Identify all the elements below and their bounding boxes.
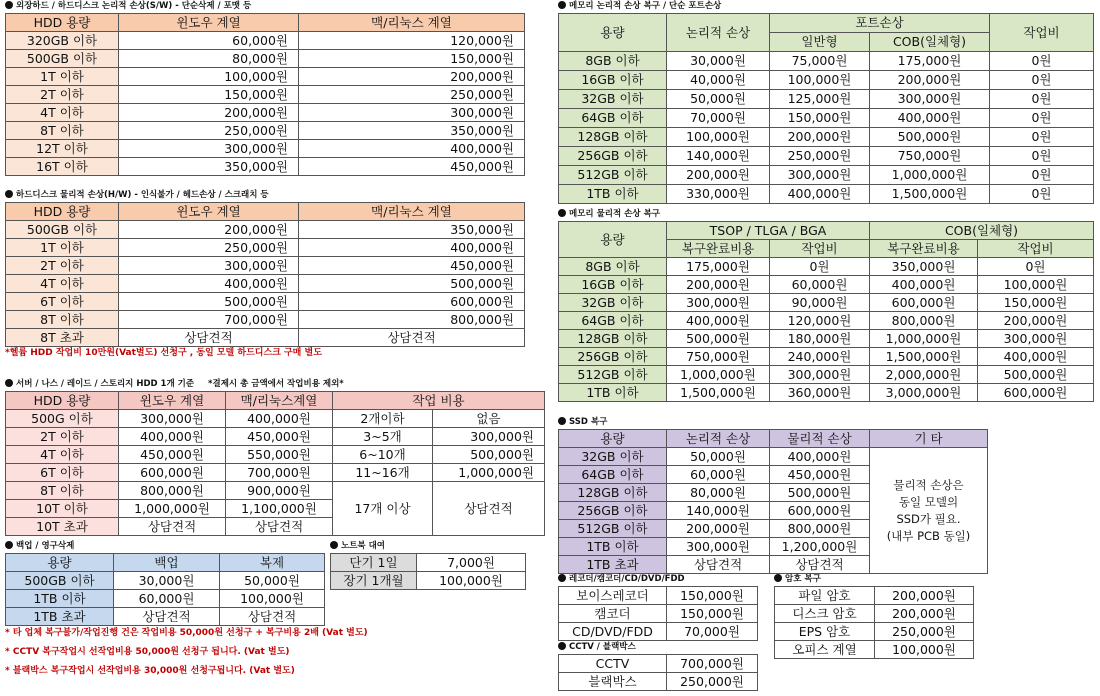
header-cell: COB(일체형): [870, 222, 1094, 240]
footnote: * 타 업체 복구불가/작업진행 건은 작업비용 50,000원 선청구 + 복구비용 2배 (Vat 별도): [5, 628, 368, 638]
table-row: 6T 이하 600,000원 700,000원 11~16개 1,000,000원: [6, 464, 545, 482]
section-title: 백업 / 영구삭제: [5, 540, 325, 553]
footnote: * 블랙박스 복구작업시 선작업비용 30,000원 선청구됩니다. (Vat 별도): [5, 666, 295, 676]
table-header: [6, 554, 325, 572]
bullet-icon: [558, 574, 566, 582]
section-title: CCTV / 블랙박스: [558, 641, 758, 654]
table-row: 단기 1일 7,000원: [331, 554, 526, 572]
bullet-icon: [5, 379, 13, 387]
memory-logical-section: [558, 0, 1094, 204]
header-cell: 맥/리눅스 계열: [299, 14, 525, 32]
encryption-table: [774, 586, 974, 659]
table-row: 캠코더 150,000원: [559, 605, 758, 623]
section-title: SSD 복구: [558, 416, 988, 429]
table-row: 1TB 이하 1,500,000원 360,000원 3,000,000원 600,000원: [559, 384, 1094, 402]
bullet-icon: [558, 1, 566, 9]
footnote: * CCTV 복구작업시 선작업비용 50,000원 선청구 됩니다. (Vat 별도): [5, 647, 290, 657]
table-row: 64GB 이하 60,000원 450,000원: [559, 466, 988, 484]
recorder-table: [558, 586, 758, 641]
header-cell: 논리적 손상: [667, 430, 770, 448]
bullet-icon: [774, 574, 782, 582]
cctv-section: [558, 641, 758, 691]
table-row: CD/DVD/FDD 70,000원: [559, 623, 758, 641]
table-row: 256GB 이하 140,000원 250,000원 750,000원 0원: [559, 147, 1094, 166]
section-title: 암호 복구: [774, 573, 974, 586]
table-row: 1TB 이하 300,000원 1,200,000원: [559, 538, 988, 556]
table-row: 1T 이하 100,000원 200,000원: [6, 68, 525, 86]
hdd-logical-table: [5, 13, 525, 176]
table-row: 10T 이하 1,000,000원 1,100,000원: [6, 500, 545, 518]
hdd-logical-section: [5, 0, 525, 176]
header-cell: 논리적 손상: [667, 14, 770, 52]
laptop-rental-table: [330, 553, 526, 590]
ssd-etc-note: 물리적 손상은 동일 모델의 SSD가 필요. (내부 PCB 동일): [870, 448, 988, 574]
bullet-icon: [558, 642, 566, 650]
table-row: 8T 이하 700,000원 800,000원: [6, 311, 525, 329]
table-row: 500GB 이하 80,000원 150,000원: [6, 50, 525, 68]
table-row: CCTV 700,000원: [559, 655, 758, 673]
header-cell: 윈도우 계열: [119, 392, 226, 410]
header-cell: 맥/리눅스 계열: [299, 203, 525, 221]
laptop-rental-section: [330, 540, 526, 590]
table-row: 4T 이하 400,000원 500,000원: [6, 275, 525, 293]
backup-table: [5, 553, 325, 626]
table-row: 블랙박스 250,000원: [559, 673, 758, 691]
table-row: 128GB 이하 100,000원 200,000원 500,000원 0원: [559, 128, 1094, 147]
table-row: 10T 초과 상담견적 상담견적: [6, 518, 545, 536]
footnotes: [5, 624, 550, 681]
table-row: 오피스 계열 100,000원: [775, 641, 974, 659]
table-row: 512GB 이하 200,000원 300,000원 1,000,000원 0원: [559, 166, 1094, 185]
table-row: 256GB 이하 750,000원 240,000원 1,500,000원 400,000원: [559, 348, 1094, 366]
table-row: 16GB 이하 40,000원 100,000원 200,000원 0원: [559, 71, 1094, 90]
header-cell: 복제: [220, 554, 325, 572]
table-row: 1TB 초과 상담견적 상담견적: [559, 556, 988, 574]
table-row: 디스크 암호 200,000원: [775, 605, 974, 623]
header-cell: 포트손상: [770, 14, 990, 33]
table-row: 512GB 이하 1,000,000원 300,000원 2,000,000원 500,000원: [559, 366, 1094, 384]
table-row: 32GB 이하 50,000원 400,000원 물리적 손상은 동일 모델의 SSD가 필요. (내부 PCB 동일): [559, 448, 988, 466]
header-cell: 복구완료비용: [667, 240, 770, 258]
helium-note: *헬륨 HDD 작업비 10만원(Vat별도) 선청구 , 동일 모델 하드디스크 구매 별도: [5, 348, 322, 358]
section-title: 외장하드 / 하드디스크 논리적 손상(S/W) - 단순삭제 / 포맷 등: [5, 0, 525, 13]
section-title: 메모리 물리적 손상 복구: [558, 208, 1094, 221]
bullet-icon: [5, 190, 13, 198]
table-row: 16GB 이하 200,000원 60,000원 400,000원 100,000원: [559, 276, 1094, 294]
bullet-icon: [558, 209, 566, 217]
table-row: 1TB 이하 60,000원 100,000원: [6, 590, 325, 608]
table-row: 2T 이하 150,000원 250,000원: [6, 86, 525, 104]
header-cell: 윈도우 계열: [119, 14, 299, 32]
table-row: 4T 이하 200,000원 300,000원: [6, 104, 525, 122]
encryption-section: [774, 573, 974, 659]
header-cell: TSOP / TLGA / BGA: [667, 222, 870, 240]
bullet-icon: [558, 417, 566, 425]
server-raid-section: [5, 378, 545, 536]
memory-physical-section: [558, 208, 1094, 402]
backup-section: [5, 540, 325, 626]
table-row: 64GB 이하 400,000원 120,000원 800,000원 200,000원: [559, 312, 1094, 330]
table-row: 128GB 이하 500,000원 180,000원 1,000,000원 300,000원: [559, 330, 1094, 348]
table-row: 512GB 이하 200,000원 800,000원: [559, 520, 988, 538]
header-cell: HDD 용량: [6, 392, 119, 410]
table-row: 파일 암호 200,000원: [775, 587, 974, 605]
table-row: 2T 이하 300,000원 450,000원: [6, 257, 525, 275]
table-row: 1TB 초과 상담견적 상담견적: [6, 608, 325, 626]
table-header: [559, 14, 1094, 33]
section-title: 노트북 대여: [330, 540, 526, 553]
section-title: 메모리 논리적 손상 복구 / 단순 포트손상: [558, 0, 1094, 13]
table-header: [6, 14, 525, 32]
payment-note: *결제시 총 금액에서 작업비용 제외*: [208, 379, 344, 389]
table-row: 8T 초과 상담견적 상담견적: [6, 329, 525, 347]
header-cell: 작업비: [978, 240, 1094, 258]
table-row: EPS 암호 250,000원: [775, 623, 974, 641]
table-row: 256GB 이하 140,000원 600,000원: [559, 502, 988, 520]
header-cell: 작업비: [990, 14, 1094, 52]
table-row: 500G 이하 300,000원 400,000원 2개이하 없음: [6, 410, 545, 428]
memory-logical-table: [558, 13, 1094, 204]
ssd-table: [558, 429, 988, 574]
table-row: 8GB 이하 175,000원 0원 350,000원 0원: [559, 258, 1094, 276]
table-header: [559, 222, 1094, 240]
ssd-section: [558, 416, 988, 574]
header-cell: 백업: [114, 554, 220, 572]
header-cell: COB(일체형): [870, 33, 990, 52]
header-cell: 윈도우 계열: [119, 203, 299, 221]
header-cell: 용량: [559, 222, 667, 258]
section-title: 하드디스크 물리적 손상(H/W) - 인식불가 / 헤드손상 / 스크래치 등: [5, 189, 525, 202]
hdd-physical-table: [5, 202, 525, 347]
table-row: 500GB 이하 200,000원 350,000원: [6, 221, 525, 239]
table-row: 4T 이하 450,000원 550,000원 6~10개 500,000원: [6, 446, 545, 464]
recorder-section: [558, 573, 758, 641]
header-cell: HDD 용량: [6, 14, 119, 32]
table-row: 64GB 이하 70,000원 150,000원 400,000원 0원: [559, 109, 1094, 128]
table-row: 1TB 이하 330,000원 400,000원 1,500,000원 0원: [559, 185, 1094, 204]
table-row: 장기 1개월 100,000원: [331, 572, 526, 590]
table-row: 1T 이하 250,000원 400,000원: [6, 239, 525, 257]
table-row: 320GB 이하 60,000원 120,000원: [6, 32, 525, 50]
table-row: 6T 이하 500,000원 600,000원: [6, 293, 525, 311]
bullet-icon: [5, 1, 13, 9]
section-title: 레코더/캠코더/CD/DVD/FDD: [558, 573, 758, 586]
cctv-table: [558, 654, 758, 691]
header-cell: 기 타: [870, 430, 988, 448]
section-title: 서버 / 나스 / 레이드 / 스토리지 HDD 1개 기준 *결제시 총 금액에서 작업비용 제외*: [5, 378, 545, 391]
header-cell: HDD 용량: [6, 203, 119, 221]
table-row: 보이스레코더 150,000원: [559, 587, 758, 605]
bullet-icon: [5, 541, 13, 549]
table-row: 8T 이하 800,000원 900,000원 17개 이상 상담견적: [6, 482, 545, 500]
table-row: 32GB 이하 300,000원 90,000원 600,000원 150,000원: [559, 294, 1094, 312]
header-cell: 맥/리눅스계열: [226, 392, 333, 410]
table-row: 16T 이하 350,000원 450,000원: [6, 158, 525, 176]
header-cell: 작업 비용: [333, 392, 545, 410]
table-row: 12T 이하 300,000원 400,000원: [6, 140, 525, 158]
memory-physical-table: [558, 221, 1094, 402]
table-row: 32GB 이하 50,000원 125,000원 300,000원 0원: [559, 90, 1094, 109]
header-cell: 물리적 손상: [770, 430, 870, 448]
table-header: [6, 203, 525, 221]
header-cell: 작업비: [770, 240, 870, 258]
server-raid-table: [5, 391, 545, 536]
bullet-icon: [330, 541, 338, 549]
header-cell: 일반형: [770, 33, 870, 52]
header-cell: 복구완료비용: [870, 240, 978, 258]
table-row: 500GB 이하 30,000원 50,000원: [6, 572, 325, 590]
table-header: [559, 430, 988, 448]
table-row: 128GB 이하 80,000원 500,000원: [559, 484, 988, 502]
table-row: 2T 이하 400,000원 450,000원 3~5개 300,000원: [6, 428, 545, 446]
table-header: [6, 392, 545, 410]
table-row: 8GB 이하 30,000원 75,000원 175,000원 0원: [559, 52, 1094, 71]
header-cell: 용량: [559, 14, 667, 52]
header-cell: 용량: [6, 554, 114, 572]
hdd-physical-section: [5, 189, 525, 360]
table-row: 8T 이하 250,000원 350,000원: [6, 122, 525, 140]
header-cell: 용량: [559, 430, 667, 448]
